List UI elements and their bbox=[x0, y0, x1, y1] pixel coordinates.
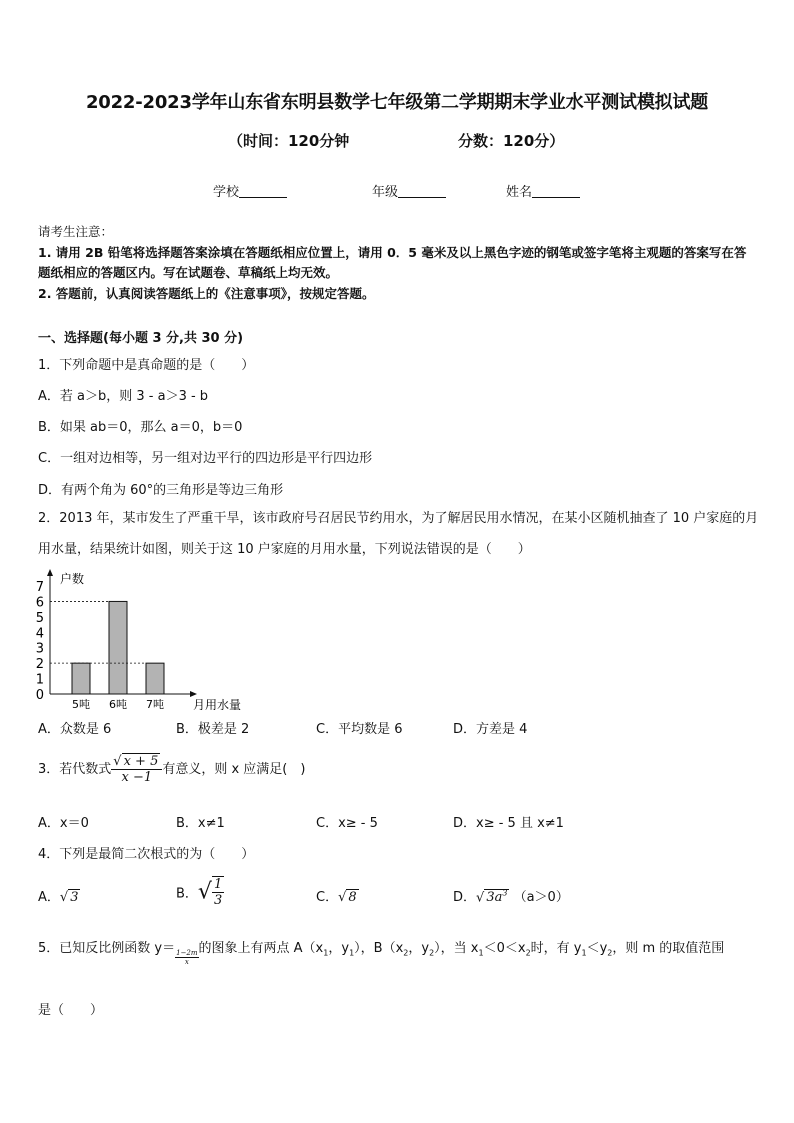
q2-stem: 2．2013 年，某市发生了严重干旱，该市政府号召居民节约用水，为了解居民用水情况，在某小区随机抽查了 10 户家庭的月用水量，结果统计如图，则关于这 10 户家庭的月用水量，下列说法错误的是（ ） bbox=[38, 511, 759, 557]
q3-fraction bbox=[111, 754, 162, 785]
grade-field[interactable] bbox=[372, 181, 446, 200]
y-tick-label: 0 bbox=[35, 688, 44, 703]
q4-stem: 4．下列是最简二次根式的为（ ） bbox=[38, 847, 255, 862]
q3-denominator: x −1 bbox=[121, 770, 153, 785]
q4-a-label: A． bbox=[38, 890, 60, 905]
q4-c-sqrt: √ 8 bbox=[338, 890, 357, 905]
q1-stem: 1．下列命题中是真命题的是（ ） bbox=[38, 358, 255, 373]
y-tick-label: 3 bbox=[35, 641, 44, 657]
school-blank[interactable] bbox=[239, 183, 287, 198]
q3-numerator: x + 5 bbox=[123, 754, 159, 769]
q5-sub: 1 bbox=[349, 948, 355, 958]
q4-c-label: C． bbox=[316, 890, 339, 905]
y-tick-label: 1 bbox=[35, 672, 44, 688]
q5-text: ＜0＜x bbox=[483, 941, 526, 956]
q4-option-c bbox=[316, 886, 359, 905]
y-tick-label: 4 bbox=[35, 626, 44, 642]
x-tick-label: 7吨 bbox=[146, 698, 164, 711]
page-title: 2022-2023学年山东省东明县数学七年级第二学期期末学业水平测试模拟试题 bbox=[85, 92, 709, 113]
q5-sub: 2 bbox=[429, 948, 435, 958]
x-axis-arrow bbox=[190, 691, 197, 697]
x-tick-label: 6吨 bbox=[109, 698, 127, 711]
exam-time: （时间：120分钟 bbox=[228, 132, 350, 150]
bar bbox=[72, 663, 90, 694]
q4-d-condition: （a＞0） bbox=[513, 890, 569, 905]
q1-option-a: A．若 a＞b，则 3 - a＞3 - b bbox=[38, 389, 209, 404]
school-field[interactable] bbox=[213, 181, 287, 200]
water-usage-chart bbox=[30, 563, 260, 713]
q5-text: ），当 x bbox=[434, 941, 479, 956]
bar bbox=[146, 663, 164, 694]
q4-d-radicand: 3a bbox=[486, 890, 503, 905]
q3-suffix: 有意义，则 x 应满足( ) bbox=[162, 762, 306, 777]
y-tick-label: 7 bbox=[35, 580, 44, 595]
q5-text: 的图象上有两点 A（x bbox=[198, 941, 324, 956]
y-axis-arrow bbox=[47, 569, 53, 576]
q4-b-denominator: 3 bbox=[213, 893, 223, 908]
q3-option-c: C．x≥ - 5 bbox=[316, 816, 378, 831]
grade-blank[interactable] bbox=[398, 183, 446, 198]
q3-option-d: D．x≥ - 5 且 x≠1 bbox=[453, 816, 564, 831]
q3-option-b: B．x≠1 bbox=[176, 816, 225, 831]
name-field[interactable] bbox=[506, 181, 580, 200]
y-tick-label: 2 bbox=[35, 657, 44, 673]
q4-b-sqrt: √ $\frac{1}{3}$ bbox=[197, 877, 223, 908]
q4-a-radicand: 3 bbox=[70, 890, 79, 905]
q4-d-label: D． bbox=[453, 890, 477, 905]
q5-stem bbox=[38, 937, 724, 966]
q1-option-d: D．有两个角为 60°的三角形是等边三角形 bbox=[38, 483, 284, 498]
section-heading: 一、选择题(每小题 3 分,共 30 分) bbox=[38, 331, 244, 346]
q5-sub: 2 bbox=[525, 948, 531, 958]
q3-prefix: 3．若代数式 bbox=[38, 762, 112, 777]
exam-score: 分数：120分） bbox=[458, 132, 565, 150]
notice-heading: 请考生注意： bbox=[38, 224, 114, 239]
grade-label: 年级 bbox=[372, 185, 399, 200]
notice-item-2: 2. 答题前，认真阅读答题纸上的《注意事项》，按规定答题。 bbox=[38, 286, 375, 301]
q4-b-numerator: 1 bbox=[213, 877, 223, 892]
q5-line2: 是（ ） bbox=[38, 1003, 104, 1018]
q5-prefix: 5．已知反比例函数 y＝ bbox=[38, 941, 176, 956]
q4-a-sqrt: √ 3 bbox=[59, 890, 79, 905]
q5-sub: 1 bbox=[581, 948, 587, 958]
name-blank[interactable] bbox=[532, 183, 580, 198]
x-axis-label: 月用水量 bbox=[193, 698, 242, 712]
q1-option-b: B．如果 ab＝0，那么 a＝0，b＝0 bbox=[38, 420, 243, 435]
q4-c-radicand: 8 bbox=[348, 890, 357, 905]
q5-text: 时，有 y bbox=[530, 941, 582, 956]
q4-d-exponent: 3 bbox=[502, 888, 508, 898]
q5-numerator: 1−2m bbox=[176, 949, 198, 957]
q5-sub: 2 bbox=[403, 948, 409, 958]
q2-option-d: D．方差是 4 bbox=[453, 722, 528, 737]
q5-text: ），B（x bbox=[354, 941, 404, 956]
q5-sub: 1 bbox=[478, 948, 484, 958]
q3-option-a: A．x＝0 bbox=[38, 816, 89, 831]
q5-text: ，y bbox=[328, 941, 350, 956]
q5-text: ，则 m 的取值范围 bbox=[612, 941, 725, 956]
q4-d-sqrt: √ $3a^3$ bbox=[476, 888, 508, 905]
school-label: 学校 bbox=[213, 185, 240, 200]
x-tick-label: 5吨 bbox=[72, 698, 90, 711]
y-tick-label: 5 bbox=[35, 610, 44, 626]
q5-text: ＜y bbox=[586, 941, 608, 956]
y-axis-label: 户数 bbox=[60, 572, 85, 586]
q4-option-d bbox=[453, 886, 569, 905]
q2-option-c: C．平均数是 6 bbox=[316, 722, 403, 737]
q4-option-a bbox=[38, 886, 80, 905]
q4-option-b bbox=[176, 876, 224, 908]
q2-option-b: B．极差是 2 bbox=[176, 722, 250, 737]
q5-fraction bbox=[175, 949, 198, 966]
q1-option-c: C．一组对边相等，另一组对边平行的四边形是平行四边形 bbox=[38, 451, 373, 466]
bar bbox=[109, 601, 127, 694]
notice-item-1: 1. 请用 2B 铅笔将选择题答案涂填在答题纸相应位置上，请用 0．5 毫米及以上黑色字迹的钢笔或签字笔将主观题的答案写在答题纸相应的答题区内。写在试题卷、草稿纸上均无效。 bbox=[38, 245, 747, 280]
q5-denominator: x bbox=[184, 958, 189, 966]
chart-layer bbox=[36, 569, 241, 712]
q3-sqrt: √ x + 5 bbox=[113, 754, 159, 769]
q5-text: ，y bbox=[408, 941, 430, 956]
y-tick-label: 6 bbox=[35, 595, 44, 611]
q5-sub: 1 bbox=[323, 948, 329, 958]
q2-option-a: A．众数是 6 bbox=[38, 722, 112, 737]
q3-stem bbox=[38, 754, 305, 785]
name-label: 姓名 bbox=[506, 185, 533, 200]
q5-sub: 2 bbox=[607, 948, 613, 958]
q4-b-label: B． bbox=[176, 886, 198, 902]
